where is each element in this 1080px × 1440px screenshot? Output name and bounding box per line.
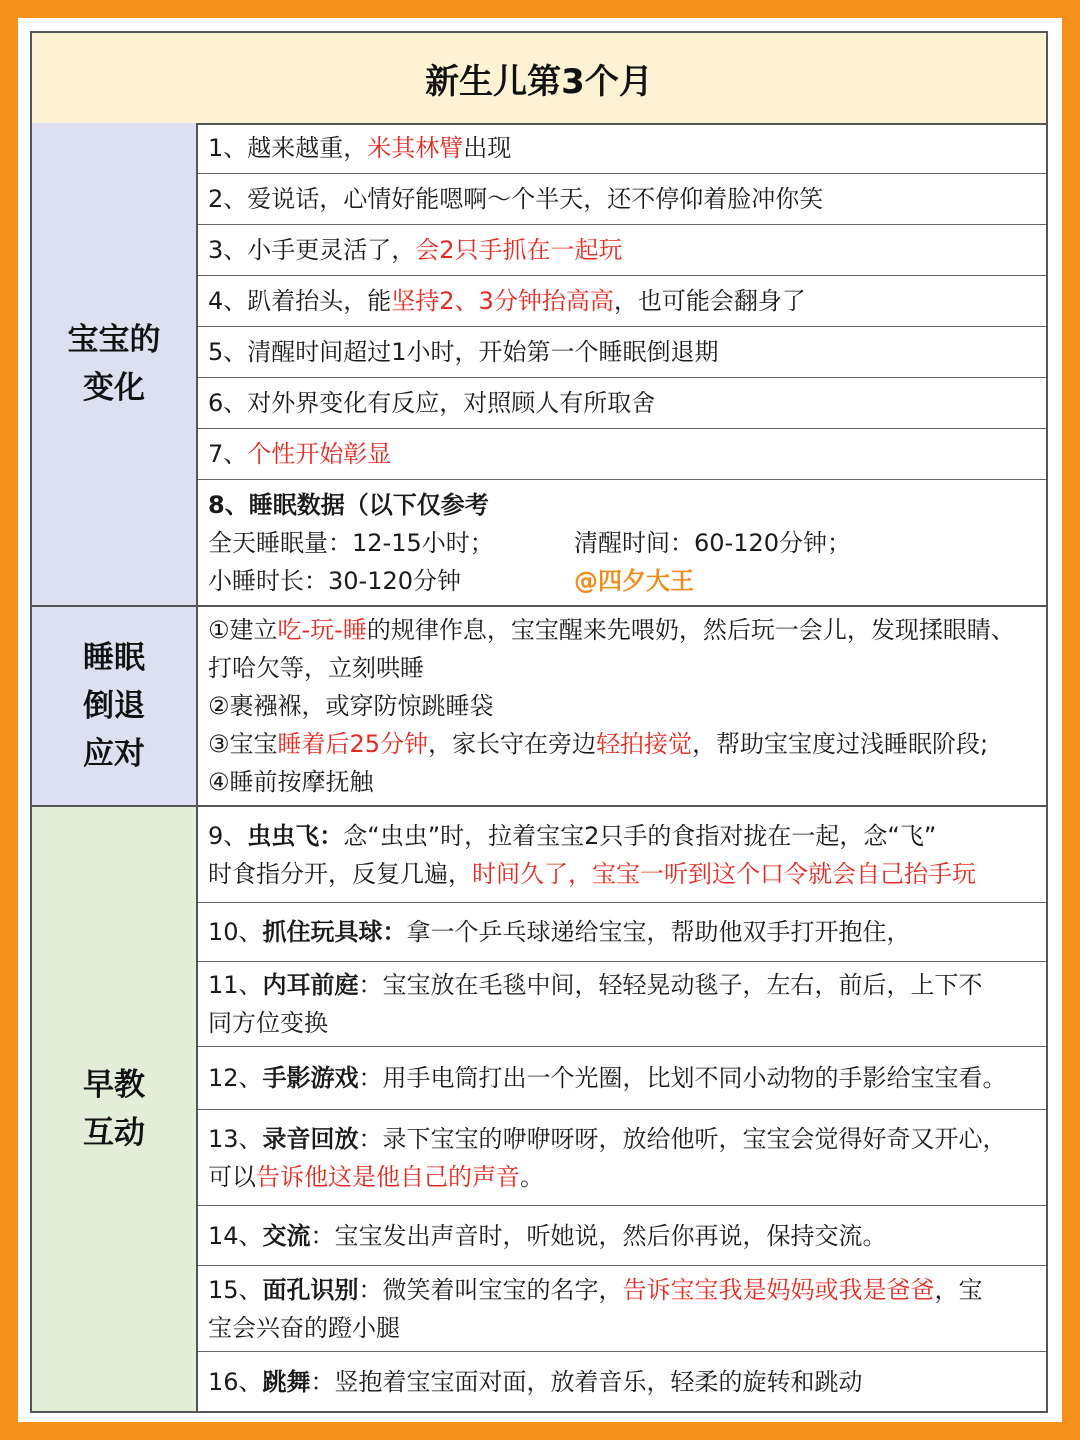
label-line: 互动 [83, 1115, 145, 1151]
item-text: ：宝宝发出声音时，听她说，然后你再说，保持交流。 [310, 1221, 887, 1250]
early-list [198, 807, 1046, 1411]
item-number: 11、 [208, 971, 263, 999]
list-item [198, 1206, 1046, 1266]
list-item [198, 429, 1046, 480]
item-text: 打哈欠等，立刻哄睡 [208, 654, 424, 682]
nap-duration: 小睡时长：30-120分钟 [208, 566, 462, 595]
label-line: 睡眠 [83, 640, 145, 676]
section-baby-changes [32, 123, 1046, 607]
item-text: 可以 [208, 1162, 256, 1191]
regression-list [198, 607, 1046, 805]
list-item [198, 225, 1046, 276]
item-text: ，也可能会翻身了 [613, 287, 806, 315]
item-text: ：竖抱着宝宝面对面，放着音乐，轻柔的旋转和跳动 [310, 1367, 863, 1396]
list-item [198, 123, 1046, 174]
item-text: 宝会兴奋的蹬小腿 [208, 1313, 400, 1342]
item-title: 跳舞 [262, 1367, 311, 1396]
item-text: ②裹襁褓，或穿防惊跳睡袋 [208, 692, 494, 720]
item-highlight: 个性开始彰显 [247, 440, 392, 468]
item-number: 9、 [208, 821, 248, 850]
awake-time: 清醒时间：60-120分钟； [574, 528, 852, 557]
page-background [18, 18, 1062, 1422]
item-highlight: 告诉宝宝我是妈妈或我是爸爸 [622, 1275, 935, 1304]
item-text: 4、趴着抬头，能 [208, 287, 392, 315]
item-text: 。 [520, 1162, 544, 1191]
item-text: 同方位变换 [208, 1009, 328, 1037]
item-highlight: 米其林臂 [367, 134, 464, 162]
item-text: ：宝宝放在毛毯中间，轻轻晃动毯子，左右，前后，上下不 [358, 971, 983, 999]
item-highlight: 时间久了，宝宝一听到这个口令就会自己抬手玩 [472, 859, 976, 888]
item-text: 3、小手更灵活了， [208, 236, 416, 264]
list-item [198, 327, 1046, 378]
item-highlight: 轻拍接觉 [596, 730, 693, 758]
item-text: ：用手电筒打出一个光圈，比划不同小动物的手影给宝宝看。 [358, 1064, 1007, 1092]
item-title: 交流 [262, 1221, 311, 1250]
label-line: 变化 [83, 370, 145, 406]
item-title: 内耳前庭 [262, 971, 359, 999]
changes-list [198, 123, 1046, 605]
item-number: 15、 [208, 1275, 263, 1304]
item-number: 12、 [208, 1064, 263, 1092]
label-line: 宝宝的 [67, 322, 161, 358]
list-item [198, 807, 1046, 903]
list-item [198, 1352, 1046, 1411]
list-item [198, 378, 1046, 429]
list-item [198, 1110, 1046, 1206]
section-sleep-regression [32, 607, 1046, 807]
item-highlight: 睡着后25分钟 [277, 730, 429, 758]
list-item [198, 1047, 1046, 1110]
label-line: 应对 [83, 736, 145, 772]
section-label-early [32, 807, 198, 1411]
list-item [198, 276, 1046, 327]
sleep-data [198, 480, 1046, 605]
item-text: 2、爱说话，心情好能嗯啊～个半天，还不停仰着脸冲你笑 [208, 185, 824, 213]
list-item [198, 1266, 1046, 1352]
item-text: 念“虫虫”时，拉着宝宝2只手的食指对拢在一起，念“飞” [343, 821, 937, 850]
item-title: 录音回放 [262, 1124, 359, 1153]
label-line: 早教 [83, 1067, 145, 1103]
item-text: ③宝宝 [208, 730, 278, 758]
item-title: 面孔识别 [262, 1275, 359, 1304]
item-highlight: 坚持2、3分钟抬高高 [391, 287, 614, 315]
list-item [198, 962, 1046, 1047]
item-text: ，宝 [934, 1275, 983, 1304]
list-item [198, 174, 1046, 225]
item-text: 的规律作息，宝宝醒来先喂奶，然后玩一会儿，发现揉眼睛、 [366, 616, 1015, 644]
page-title: 新生儿第3个月 [32, 33, 1046, 125]
sleep-data-heading: 8、睡眠数据（以下仅参考 [208, 490, 489, 519]
item-highlight: 会2只手抓在一起玩 [415, 236, 623, 264]
schedule-table [30, 31, 1048, 1413]
section-label-regression [32, 607, 198, 805]
item-text: ，家长守在旁边 [428, 730, 597, 758]
item-text: 时食指分开，反复几遍， [208, 859, 472, 888]
section-label-changes [32, 123, 198, 605]
author-watermark: @四夕大王 [574, 566, 694, 595]
item-title: 抓住玩具球： [262, 918, 407, 946]
item-text: ①建立 [208, 616, 278, 644]
item-text: ，帮助宝宝度过浅睡眠阶段; [692, 730, 989, 758]
item-text: ：录下宝宝的咿咿呀呀，放给他听，宝宝会觉得好奇又开心， [358, 1124, 1007, 1153]
item-number: 13、 [208, 1124, 263, 1153]
item-text: 7、 [208, 440, 248, 468]
item-title: 虫虫飞： [247, 821, 344, 850]
item-text: ：微笑着叫宝宝的名字， [358, 1275, 623, 1304]
item-text: 6、对外界变化有反应，对照顾人有所取舍 [208, 389, 656, 417]
section-early-education [32, 807, 1046, 1411]
item-text: ④睡前按摩抚触 [208, 768, 374, 796]
item-title: 手影游戏 [262, 1064, 359, 1092]
item-text: 1、越来越重， [208, 134, 368, 162]
item-number: 16、 [208, 1367, 263, 1396]
list-item [198, 607, 1046, 805]
item-highlight: 吃-玩-睡 [277, 616, 367, 644]
item-number: 10、 [208, 918, 263, 946]
sleep-total: 全天睡眠量：12-15小时； [208, 528, 494, 557]
label-line: 倒退 [83, 688, 145, 724]
item-highlight: 告诉他这是他自己的声音 [256, 1162, 520, 1191]
list-item [198, 903, 1046, 962]
item-text: 拿一个乒乓球递给宝宝，帮助他双手打开抱住， [406, 918, 911, 946]
item-text: 出现 [463, 134, 512, 162]
item-number: 14、 [208, 1221, 263, 1250]
item-text: 5、清醒时间超过1小时，开始第一个睡眠倒退期 [208, 338, 719, 366]
